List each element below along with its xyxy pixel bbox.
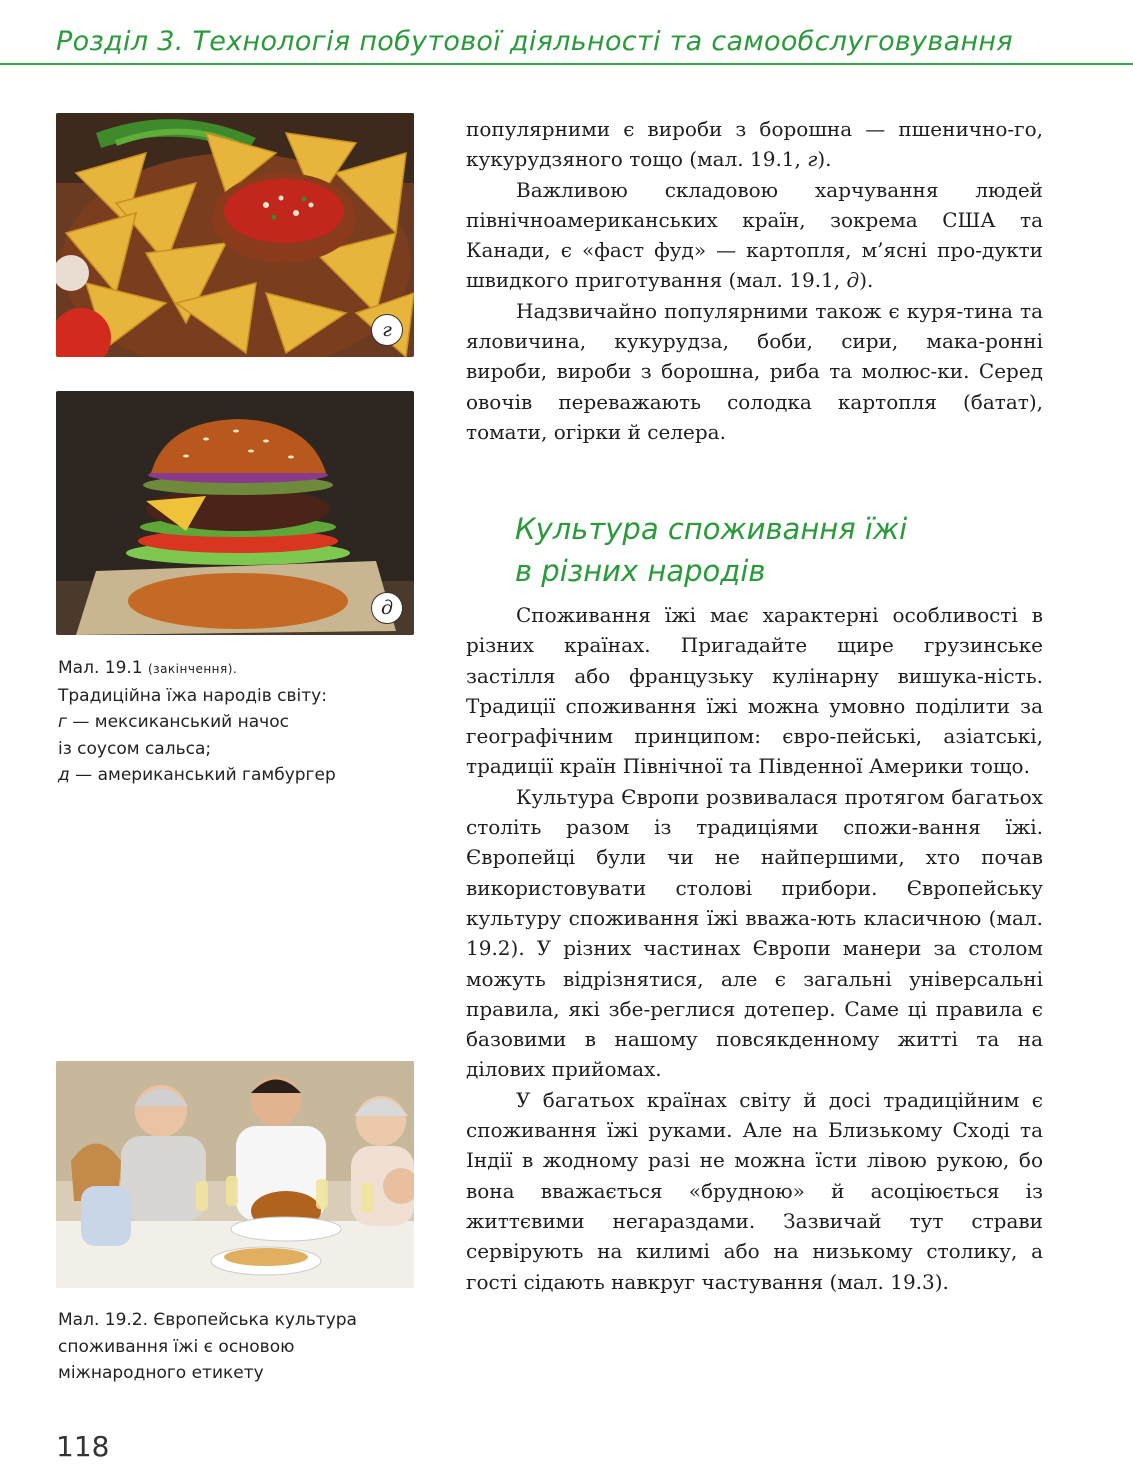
figure-caption-19-1 [58, 655, 398, 789]
caption-letter: г [58, 712, 67, 732]
section-heading [515, 508, 1035, 592]
section-heading-line: Культура споживання їжі [515, 512, 908, 546]
caption-line: споживання їжі є основою [58, 1336, 295, 1357]
caption-line: Традиційна їжа народів світу: [58, 685, 327, 706]
burger-photo [56, 391, 414, 635]
paragraph: Споживання їжі має характерні особливості в різних країнах. Пригадайте щире грузинське застілля або французьку кулінарну вишука-ність. Традиції споживання їжі можна умовно поділити за географічним принципом: євро-пейські, азіатські, традиції країн Північної та Південної Америки тощо. [466, 603, 1043, 779]
header-rule [0, 63, 1133, 65]
body-text-bottom [466, 600, 1043, 1297]
figure-letter: г [807, 147, 818, 172]
nachos-photo [56, 113, 414, 357]
caption-line [58, 762, 398, 789]
family-photo [56, 1061, 414, 1288]
paragraph-text: ). [859, 268, 874, 293]
figure-badge-g: г [371, 314, 403, 346]
paragraph [466, 175, 1043, 296]
chapter-title: Розділ 3. Технологія побутової діяльності та самообслуговування [56, 26, 1013, 57]
paragraph: У багатьох країнах світу й досі традиційним є споживання їжі руками. Але на Близькому Сході та Індії в жодному разі не можна їсти лівою рукою, бо вона вважається «брудною» й асоціюється із життєвими негараздами. Зазвичай тут страви сервірують на килимі або на низькому столику, а гості сідають навкруг частування (мал. 19.3). [466, 1087, 1043, 1294]
section-heading-line: в різних народів [515, 554, 766, 588]
paragraph: Надзвичайно популярними також є куря-тина та яловичина, кукурудза, боби, сири, мака-ронні вироби, вироби з борошна, риба та молюс-ки. Серед овочів переважають солодка картопля (батат), томати, огірки й селера. [466, 298, 1043, 444]
caption-text: — американський гамбургер [69, 765, 336, 785]
page-header [56, 22, 1133, 70]
paragraph-text: популярними є вироби з борошна — пшенично-го, кукурудзяного тощо (мал. 19.1, [466, 117, 1043, 172]
caption-continuation: (закінчення). [148, 662, 238, 676]
caption-text: — мексиканський начос [66, 712, 289, 732]
page-number: 118 [56, 1430, 110, 1463]
figure-badge-d: д [371, 592, 403, 624]
caption-label [58, 655, 398, 683]
figure-letter: д [846, 268, 860, 293]
caption-letter: д [58, 765, 70, 785]
paragraph-text: Важливою складовою харчування людей північноамериканських країн, зокрема США та Канади, є «фаст фуд» — картопля, м’ясні про-дукти швидкого приготування (мал. 19.1, [466, 177, 1043, 293]
caption-line [58, 709, 398, 736]
caption-number: Мал. 19.1 [58, 658, 149, 678]
hamburger-photo-icon [56, 391, 414, 635]
caption-line: із соусом сальса; [58, 738, 212, 759]
figure-caption-19-2 [58, 1307, 398, 1387]
paragraph: Культура Європи розвивалася протягом багатьох століть разом із традиціями спожи-вання їжі. Європейці були чи не найпершими, хто почав використовувати столові прибори. Європейську культуру споживання їжі вважа-ють класичною (мал. 19.2). У різних частинах Європи манери за столом можуть відрізнятися, але є загальні універсальні правила, які збе-реглися дотепер. Саме ці правила є базовими в нашому повсякденному житті та на ділових прийомах. [466, 784, 1043, 1082]
paragraph-text: ). [817, 147, 832, 172]
caption-line: Мал. 19.2. Європейська культура [58, 1310, 357, 1330]
caption-line: міжнародного етикету [58, 1363, 264, 1383]
family-dinner-photo-icon [56, 1061, 414, 1288]
body-text-top [466, 114, 1043, 447]
nachos-salsa-photo-icon [56, 113, 414, 357]
paragraph [466, 114, 1043, 175]
